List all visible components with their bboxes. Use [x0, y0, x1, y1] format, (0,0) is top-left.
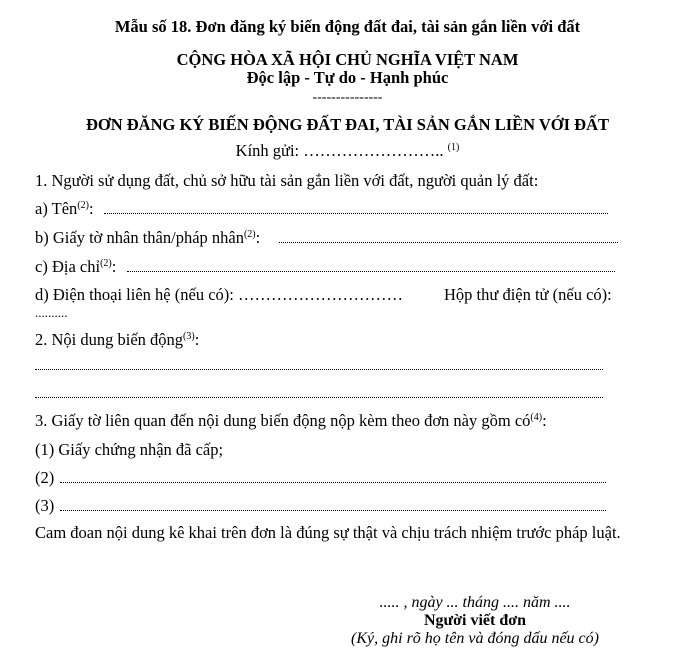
name-field-row: a) Tên$^{(2)}$: [35, 199, 94, 218]
id-label: b) Giấy tờ nhân thân/pháp nhân [35, 228, 244, 247]
email-label: Hộp thư điện tử (nếu có): [444, 285, 612, 304]
header-separator: --------------- [312, 90, 383, 105]
commitment-statement: Cam đoan nội dung kê khai trên đơn là đúng sự thật và chịu trách nhiệm trước pháp luật. [35, 523, 621, 542]
email-input-line[interactable]: .......... [35, 305, 68, 320]
id-field-row: b) Giấy tờ nhân thân/pháp nhân$^{(2)}$: [35, 228, 261, 247]
form-title: Mẫu số 18. Đơn đăng ký biến động đất đai, tài sản gắn liền với đất [114, 17, 581, 36]
attachment-item-1: (1) Giấy chứng nhận đã cấp; [35, 440, 224, 459]
phone-field-row [35, 285, 403, 305]
national-motto: Độc lập - Tự do - Hạnh phúc [246, 68, 449, 87]
address-label: c) Địa chỉ [35, 257, 101, 276]
address-input-line[interactable] [127, 270, 615, 272]
document-title: ĐƠN ĐĂNG KÝ BIẾN ĐỘNG ĐẤT ĐAI, TÀI SẢN GẮN LIỀN VỚI ĐẤT [85, 115, 610, 134]
change-content-line-1[interactable] [35, 368, 603, 370]
attachment-item-2-label: (2) [35, 468, 55, 487]
id-input-line[interactable] [279, 241, 618, 243]
attachment-item-3-label: (3) [35, 496, 55, 515]
attachment-item-2-line[interactable] [60, 481, 606, 483]
name-input-line[interactable] [104, 212, 608, 214]
footnote-ref: (2) [77, 200, 89, 211]
footnote-ref: (2) [243, 229, 256, 240]
footnote-ref: (1) [447, 142, 460, 153]
recipient-line [0, 141, 695, 161]
section2-heading: 2. Nội dung biến động$^{(3)}$: [35, 330, 200, 349]
signature-instruction: (Ký, ghi rõ họ tên và đóng dấu nếu có) [351, 630, 599, 647]
signer-title: Người viết đơn [424, 612, 526, 629]
footnote-ref: (2) [100, 258, 112, 269]
date-line: ..... , ngày ... tháng .... năm .... [379, 594, 571, 611]
footnote-ref: (4) [530, 412, 543, 423]
footnote-ref: (3) [183, 331, 195, 342]
recipient-label: Kính gửi: …………………….. [235, 141, 444, 160]
section3-heading: 3. Giấy tờ liên quan đến nội dung biến động nộp kèm theo đơn này gồm $có^{(4)}$: [35, 411, 547, 430]
attachment-item-3-line[interactable] [60, 509, 606, 511]
address-field-row: c) Địa chỉ$^{(2)}$: [35, 257, 117, 276]
change-content-line-2[interactable] [35, 396, 603, 398]
section1-heading: 1. Người sử dụng đất, chủ sở hữu tài sản gắn liền với đất, người quản lý đất: [35, 171, 539, 190]
phone-label[interactable]: d) Điện thoại liên hệ (nếu có): ………………………… [35, 285, 403, 304]
name-label: a) Tên [35, 199, 78, 218]
country-name: CỘNG HÒA XÃ HỘI CHỦ NGHĨA VIỆT NAM [176, 50, 519, 69]
